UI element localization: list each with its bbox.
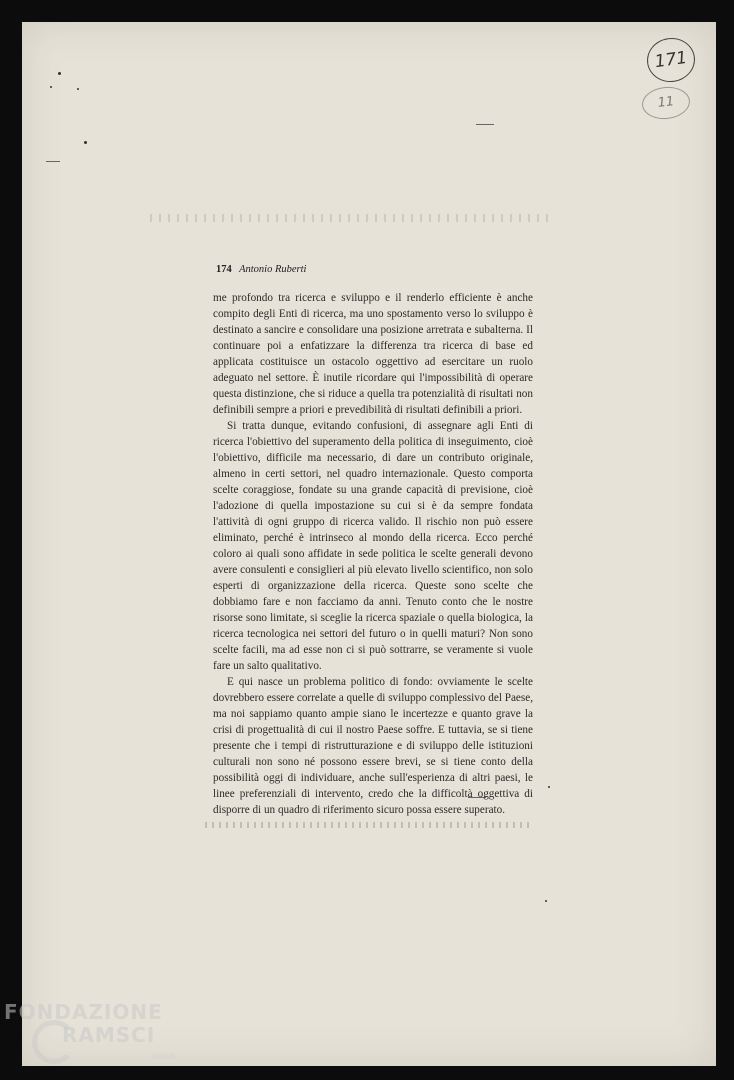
bleed-through-line xyxy=(205,822,530,828)
paper-speck xyxy=(58,72,61,75)
paper-mark xyxy=(476,124,494,125)
paragraph: me profondo tra ricerca e sviluppo e il renderlo efficiente è anche compito degli Enti di ricerca, ma uno spostamento verso lo sviluppo è destinato a sancire e consolidare una posizione arretrata e subalterna. Il continuare poi a enfatizzare la differenza tra ricerca di base ed applicata costituisce un ostacolo oggettivo ad esercitare un ruolo adeguato nel settore. È inutile ricordare qui l'impossibilità di operare questa distinzione, che si riduce a quella tra potenzialità di risultati non definibili sempre a priori e prevedibilità di risultati definibili a priori. xyxy=(213,292,533,416)
bleed-through-line xyxy=(150,214,550,222)
page-number: 174 xyxy=(216,264,232,275)
body-text xyxy=(213,290,533,818)
paper-mark xyxy=(46,161,60,162)
archive-page-stamp: 171 xyxy=(644,35,698,85)
watermark-logo xyxy=(4,1000,204,1062)
paper-speck xyxy=(545,900,547,902)
watermark-suffix: onlus xyxy=(152,1052,177,1062)
paragraph: E qui nasce un problema politico di fondo: ovviamente le scelte dovrebbero essere correlate a quelle di sviluppo complessivo del Paese, ma noi sappiamo quanto ampie siano le incertezze e quanto grave la crisi di progettualità di cui il nostro Paese soffre. E tuttavia, se si tiene presente che i tempi di ristrutturazione e di sviluppo delle istituzioni culturali non sono né possono essere brevi, se si tiene conto della possibilità oggi di individuare, anche sull'esperienza di altri paesi, le linee preferenziali di intervento, credo che la difficoltà oggettiva di disporre di un quadro di riferimento sicuro possa essere superato. xyxy=(213,676,533,816)
watermark-line1: FONDAZIONE xyxy=(4,1000,163,1024)
watermark-g-icon xyxy=(32,1020,76,1064)
paragraph: Si tratta dunque, evitando confusioni, di assegnare agli Enti di ricerca l'obiettivo del superamento della politica di inseguimento, cioè l'obiettivo, difficile ma necessario, di dare un contributo originale, almeno in certi settori, nel quadro internazionale. Questo comporta scelte coraggiose, fondate su una grande capacità di previsione, cioè l'adozione di quella impostazione su cui si è da sempre fondata l'attività di ogni gruppo di ricerca valido. Il rischio non può essere eliminato, perché è intrinseco al mondo della ricerca. Ecco perché coloro ai quali sono affidate in sede politica le scelte generali devono avere consulenti e consiglieri al più elevato livello scientifico, non solo esperti di organizzazione della ricerca. Queste sono scelte che dobbiamo fare e non facciamo da anni. Tenuto conto che le nostre risorse sono limitate, si sceglie la ricerca spaziale o quella biologica, la ricerca tecnologica nei settori del futuro o in quelli maturi? Non sono scelte facili, ma ad esse non ci si può sottrarre, se veramente si vuole fare un salto qualitativo. xyxy=(213,420,533,672)
paper-speck xyxy=(77,88,79,90)
author-name: Antonio Ruberti xyxy=(239,264,307,275)
paper-speck xyxy=(84,141,87,144)
paper-speck xyxy=(548,786,550,788)
paper-speck xyxy=(50,86,52,88)
watermark-line2: RAMSCI xyxy=(62,1023,156,1047)
running-head xyxy=(216,262,536,277)
archive-secondary-stamp: 11 xyxy=(640,85,691,122)
